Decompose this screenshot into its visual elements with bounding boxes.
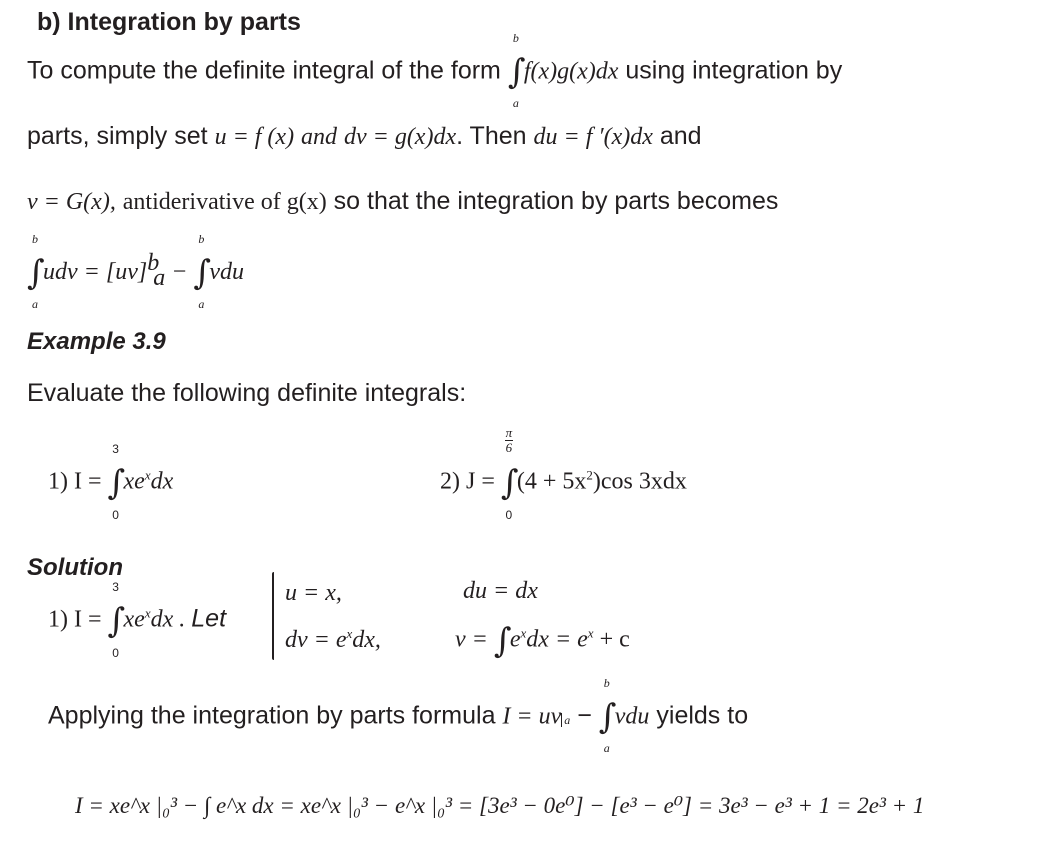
applying-line: Applying the integration by parts formula I = uv a − b ∫ a vdu yields to [48,676,749,755]
ibp-formula: b ∫ a udv = [uv]$^b_a$ − b ∫ a vdu [27,232,245,312]
sys-dv: dv = $e^xdx$, [285,626,381,653]
example-label: Example 3.9 [27,328,166,355]
integrand: f(x)g(x)dx [523,58,619,85]
math-u: u = f (x) [214,124,295,150]
integral-sign: $\frac{\pi}{6}$ ∫ 0 [500,425,519,522]
intro-line-3 [27,187,778,216]
formula-lhs: udv = [uv] [43,259,148,285]
section-heading: b) Integration by parts [37,8,301,36]
intro-line-2 [27,122,702,151]
example-prompt: Evaluate the following definite integrals: [27,379,467,407]
integrand-rest: )cos 3xdx [592,468,687,495]
math-antiderivative: antiderivative of g(x) [122,189,327,215]
applying-text: Applying the integration by parts formula [48,701,496,730]
integral-sign: 3 ∫ 0 [107,442,126,522]
math-v: v = G(x), [27,189,116,215]
applying-vdu: vdu [614,703,650,730]
applying-formula: I = uv [502,703,562,730]
final-computation: I = xe^x |₀³ − ∫ e^x dx = xe^x |₀³ − e^x |₀³ = [3e³ − 0e⁰] − [e³ − e⁰] = 3e³ − e³ + 1 = 2e³ + 1 [75,793,925,818]
intro-text: using integration by [625,56,843,85]
math-du: du = f ′(x)dx [533,124,653,150]
item-label: 1) I = [48,468,102,495]
let-text: Let [191,604,227,633]
sys-du: du = dx [463,578,538,604]
integral-sign: b ∫ a [27,232,45,312]
intro-text: so that the integration by parts becomes [333,187,779,215]
sys-u: u = x, [285,580,342,606]
differential: dx [150,468,174,495]
integral-sign: 3 ∫ 0 [107,580,126,660]
intro-text: and [659,122,702,150]
integral-sign: b ∫ a [598,676,617,755]
item-label: 2) J = [440,468,495,495]
formula-rhs: vdu [209,259,245,285]
integrand: xe [123,468,145,495]
math-and: and [301,124,338,150]
math-dv: dv = g(x)dx [343,124,457,150]
integral-sign: b ∫ a [193,232,212,312]
intro-text: . Then [456,122,527,150]
integral-sign: b ∫ a [507,31,526,110]
integrand: (4 + 5x [516,468,587,495]
applying-text: yields to [656,701,749,730]
item-label: 1) I = [48,606,102,633]
sys-v: v = ∫ $e^xdx = e^x + c$ [455,621,630,661]
system-brace [272,572,274,660]
solution-label: Solution [27,554,123,581]
intro-text: parts, simply set [27,122,208,150]
example-item-2: 2) J = $\frac{\pi}{6}$ ∫ 0 $(4 + 5x^2)\cos$ 3xdx [440,425,687,522]
intro-line-1 [27,31,843,110]
example-item-1: 1) I = 3 ∫ 0 $xe^xdx$ [48,442,174,522]
solution-line-1: 1) I = 3 ∫ 0 $xe^xdx$ . Let [48,580,227,660]
intro-text: To compute the definite integral of the form [27,56,501,85]
